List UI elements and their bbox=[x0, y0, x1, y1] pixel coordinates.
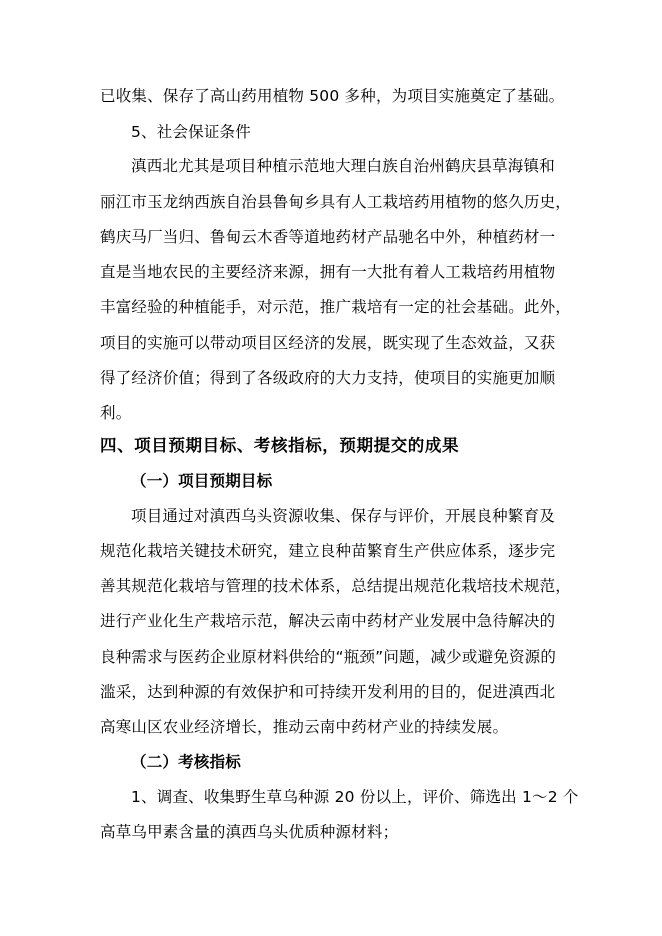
paragraph-line: 利。 bbox=[100, 404, 132, 422]
subsection-heading-expected-goals: （一）项目预期目标 bbox=[131, 472, 273, 490]
paragraph-line: 高寒山区农业经济增长，推动云南中药材产业的持续发展。 bbox=[100, 718, 509, 736]
section-heading-social-guarantee: 5、社会保证条件 bbox=[131, 123, 251, 141]
paragraph-line: 规范化栽培关键技术研究，建立良种苗繁育生产供应体系，逐步完 bbox=[100, 542, 556, 560]
subsection-heading-indicators: （二）考核指标 bbox=[131, 753, 241, 771]
paragraph-line: 滇西北尤其是项目种植示范地大理白族自治州鹤庆县草海镇和 bbox=[131, 157, 555, 175]
paragraph-line: 丰富经验的种植能手，对示范，推广栽培有一定的社会基础。此外， bbox=[100, 298, 572, 316]
paragraph-line: 良种需求与医药企业原材料供给的“瓶颈”问题，减少或避免资源的 bbox=[100, 648, 557, 666]
paragraph-line: 项目的实施可以带动项目区经济的发展，既实现了生态效益，又获 bbox=[100, 334, 556, 352]
paragraph-line: 直是当地农民的主要经济来源，拥有一大批有着人工栽培药用植物 bbox=[100, 263, 556, 281]
paragraph-line: 善其规范化栽培与管理的技术体系，总结提出规范化栽培技术规范， bbox=[100, 577, 572, 595]
paragraph-line: 高草乌甲素含量的滇西乌头优质种源材料； bbox=[100, 823, 399, 841]
paragraph-line: 鹤庆马厂当归、鲁甸云木香等道地药材产品驰名中外，种植药材一 bbox=[100, 228, 556, 246]
paragraph-line: 1、调查、收集野生草乌种源 20 份以上，评价、筛选出 1～2 个 bbox=[131, 788, 579, 806]
paragraph-line: 得了经济价值；得到了各级政府的大力支持，使项目的实施更加顺 bbox=[100, 369, 556, 387]
paragraph-line: 进行产业化生产栽培示范，解决云南中药材产业发展中急待解决的 bbox=[100, 612, 556, 630]
paragraph-line: 丽江市玉龙纳西族自治县鲁甸乡具有人工栽培药用植物的悠久历史， bbox=[100, 193, 572, 211]
paragraph-line: 滥采，达到种源的有效保护和可持续开发利用的目的，促进滇西北 bbox=[100, 683, 556, 701]
section-heading-expected-goals: 四、项目预期目标、考核指标，预期提交的成果 bbox=[100, 436, 460, 455]
paragraph-line: 项目通过对滇西乌头资源收集、保存与评价，开展良种繁育及 bbox=[131, 507, 555, 525]
paragraph-line: 已收集、保存了高山药用植物 500 多种，为项目实施奠定了基础。 bbox=[100, 87, 565, 105]
